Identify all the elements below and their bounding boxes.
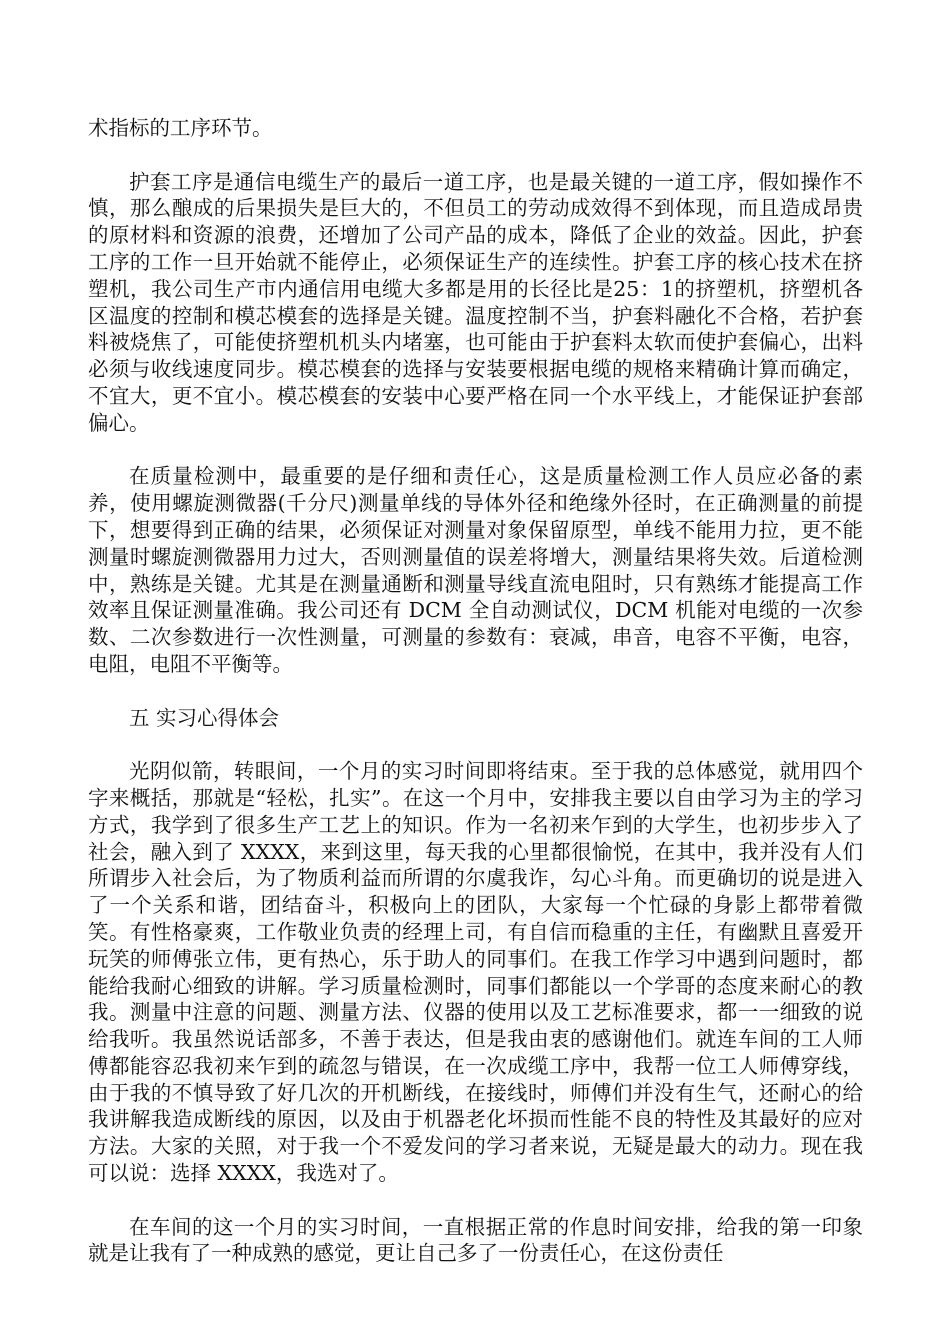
paragraph-jacketing-process: 护套工序是通信电缆生产的最后一道工序，也是最关键的一道工序，假如操作不慎，那么酿成的后果损失是巨大的，不但员工的劳动成效得不到体现，而且造成昂贵的原材料和资源的浪费，还增加了公司产品的成本，降低了企业的效益。因此，护套工序的工作一旦开始就不能停止，必须保证生产的连续性。护套工序的核心技术在挤塑机，我公司生产市内通信用电缆大多都是用的长径比是25：1的挤塑机，挤塑机各区温度的控制和模芯模套的选择是关键。温度控制不当，护套料融化不合格，若护套料被烧焦了，可能使挤塑机机头内堵塞，也可能由于护套料太软而使护套偏心，出料必须与收线速度同步。模芯模套的选择与安装要根据电缆的规格来精确计算而确定，不宜大，更不宜小。模芯模套的安装中心要严格在同一个水平线上，才能保证护套部偏心。 — [88, 169, 863, 435]
document-page — [88, 115, 863, 1294]
paragraph-internship-feelings: 光阴似箭，转眼间，一个月的实习时间即将结束。至于我的总体感觉，就用四个字来概括，那就是“轻松，扎实”。在这一个月中，安排我主要以自由学习为主的学习方式，我学到了很多生产工艺上的知识。作为一名初来乍到的大学生，也初步步入了社会，融入到了 XXXX，来到这里，每天我的心里都很愉悦，在其中，我并没有人们所谓步入社会后，为了物质利益而所谓的尔虞我诈，勾心斗角。而更确切的说是进入了一个关系和谐，团结奋斗，积极向上的团队，大家每一个忙碌的身影上都带着微笑。有性格豪爽，工作敬业负责的经理上司，有自信而稳重的主任，有幽默且喜爱开玩笑的师傅张立伟，更有热心，乐于助人的同事们。在我工作学习中遇到问题时，都能给我耐心细致的讲解。学习质量检测时，同事们都能以一个学哥的态度来耐心的教我。测量中注意的问题、测量方法、仪器的使用以及工艺标准要求，都一一细致的说给我听。我虽然说话部多，不善于表达，但是我由衷的感谢他们。就连车间的工人师傅都能容忍我初来乍到的疏忽与错误，在一次成缆工序中，我帮一位工人师傅穿线，由于我的不慎导致了好几次的开机断线，在接线时，师傅们并没有生气，还耐心的给我讲解我造成断线的原因，以及由于机器老化坏损而性能不良的特性及其最好的应对方法。大家的关照，对于我一个不爱发问的学习者来说，无疑是最大的动力。现在我可以说：选择 XXXX，我选对了。 — [88, 759, 863, 1186]
paragraph-continuation: 术指标的工序环节。 — [88, 116, 273, 140]
paragraph-quality-inspection: 在质量检测中，最重要的是仔细和责任心，这是质量检测工作人员应必备的素养，使用螺旋测微器(千分尺)测量单线的导体外径和绝缘外径时，在正确测量的前提下，想要得到正确的结果，必须保证对测量对象保留原型，单线不能用力拉，更不能测量时螺旋测微器用力过大，否则测量值的误差将增大，测量结果将失效。后道检测中，熟练是关键。尤其是在测量通断和测量导线直流电阻时，只有熟练才能提高工作效率且保证测量准确。我公司还有 DCM 全自动测试仪，DCM 机能对电缆的一次参数、二次参数进行一次性测量，可测量的参数有：衰减，串音，电容不平衡，电容，电阻，电阻不平衡等。 — [88, 464, 863, 676]
paragraph-workshop-month: 在车间的这一个月的实习时间，一直根据正常的作息时间安排，给我的第一印象就是让我有了一种成熟的感觉，更让自己多了一份责任心，在这份责任 — [88, 1214, 863, 1266]
section-heading-internship-reflection: 五 实习心得体会 — [129, 705, 280, 730]
